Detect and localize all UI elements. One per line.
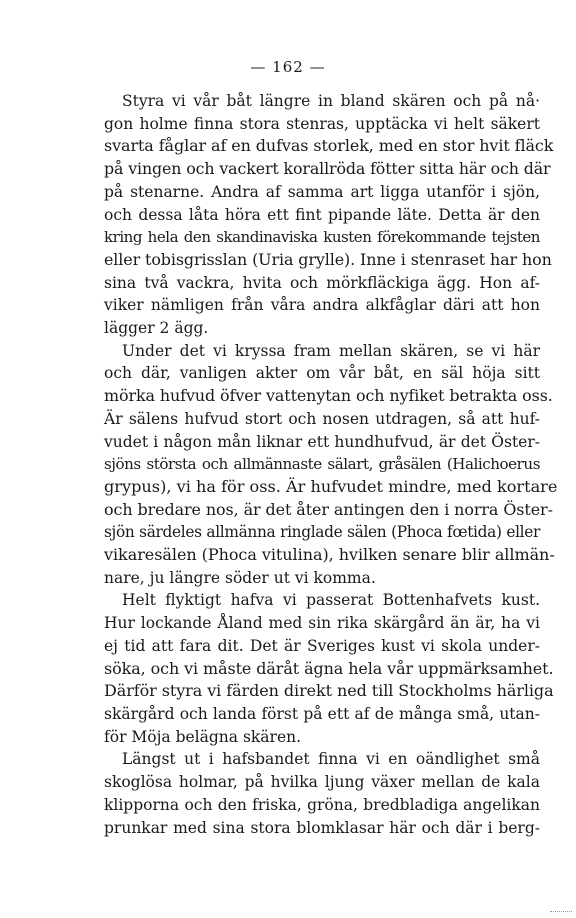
text-line: för Möja belägna skären. [104, 727, 302, 746]
text-line: kring hela den skandinaviska kusten förekommande tejsten [104, 228, 540, 247]
text-line: Är sälens hufvud stort och nosen utdragen, så att huf- [104, 409, 540, 428]
text-line: Hur lockande Åland med sin rika skärgård än är, ha vi [104, 614, 540, 633]
text-line: mörka hufvud öfver vattenytan och nyfiket betrakta oss. [104, 386, 553, 406]
text-line: Under det vi kryssa fram mellan skären, se vi här [122, 341, 540, 360]
text-line: sina två vackra, hvita och mörkfläckiga ägg. Hon af- [104, 273, 540, 292]
text-line: prunkar med sina stora blomklasar här och där i berg- [104, 818, 540, 837]
text-line: sjöns största och allmännaste sälart, gråsälen (Halichoerus [104, 455, 540, 474]
text-line: eller tobisgrisslan (Uria grylle). Inne i stenraset har hon [104, 249, 552, 269]
text-line: lägger 2 ägg. [104, 319, 209, 338]
text-line: nare, ju längre söder ut vi komma. [104, 568, 376, 587]
text-line: grypus), vi ha för oss. Är hufvudet mindre, med kortare [104, 476, 558, 496]
body-text [104, 90, 558, 839]
scan-corner-mark [550, 911, 572, 914]
text-line: och där, vanligen akter om vår båt, en säl höja sitt [104, 364, 540, 383]
text-line: Helt flyktigt hafva vi passerat Bottenhafvets kust. [122, 591, 540, 610]
text-line: skärgård och landa först på ett af de många små, utan- [104, 704, 540, 723]
text-line: söka, och vi måste däråt ägna hela vår uppmärksamhet. [104, 658, 554, 678]
text-line: sjön särdeles allmänna ringlade sälen (Phoca fœtida) eller [104, 523, 540, 542]
text-line: svarta fåglar af en dufvas storlek, med en stor hvit fläck [104, 136, 554, 156]
text-line: Styra vi vår båt längre in bland skären och på nå· [122, 92, 540, 110]
text-line: Därför styra vi färden direkt ned till Stockholms härliga [104, 681, 554, 701]
text-line: på stenarne. Andra af samma art ligga utanför i sjön, [104, 182, 540, 201]
text-line: och bredare nos, är det åter antingen den i norra Öster- [104, 499, 553, 519]
text-line: skoglösa holmar, på hvilka ljung växer mellan de kala [104, 773, 540, 792]
text-line: på vingen och vackert korallröda fötter sitta här och där [104, 159, 551, 179]
text-line: klipporna och den friska, gröna, bredbladiga angelikan [104, 795, 540, 814]
text-line: vikaresälen (Phoca vitulina), hvilken senare blir allmän- [104, 545, 555, 565]
text-line: viker nämligen från våra andra alkfåglar däri att hon [104, 296, 540, 315]
text-line: och dessa låta höra ett fint pipande läte. Detta är den [104, 205, 540, 224]
text-line: ej tid att fara dit. Det är Sveriges kust vi skola under- [104, 636, 540, 655]
text-line: vudet i någon mån liknar ett hundhufvud, är det Öster- [104, 432, 540, 451]
page-number: — 162 — [250, 58, 326, 76]
text-line: gon holme finna stora stenras, upptäcka vi helt säkert [104, 114, 540, 133]
text-line: Längst ut i hafsbandet finna vi en oändlighet små [122, 750, 540, 769]
